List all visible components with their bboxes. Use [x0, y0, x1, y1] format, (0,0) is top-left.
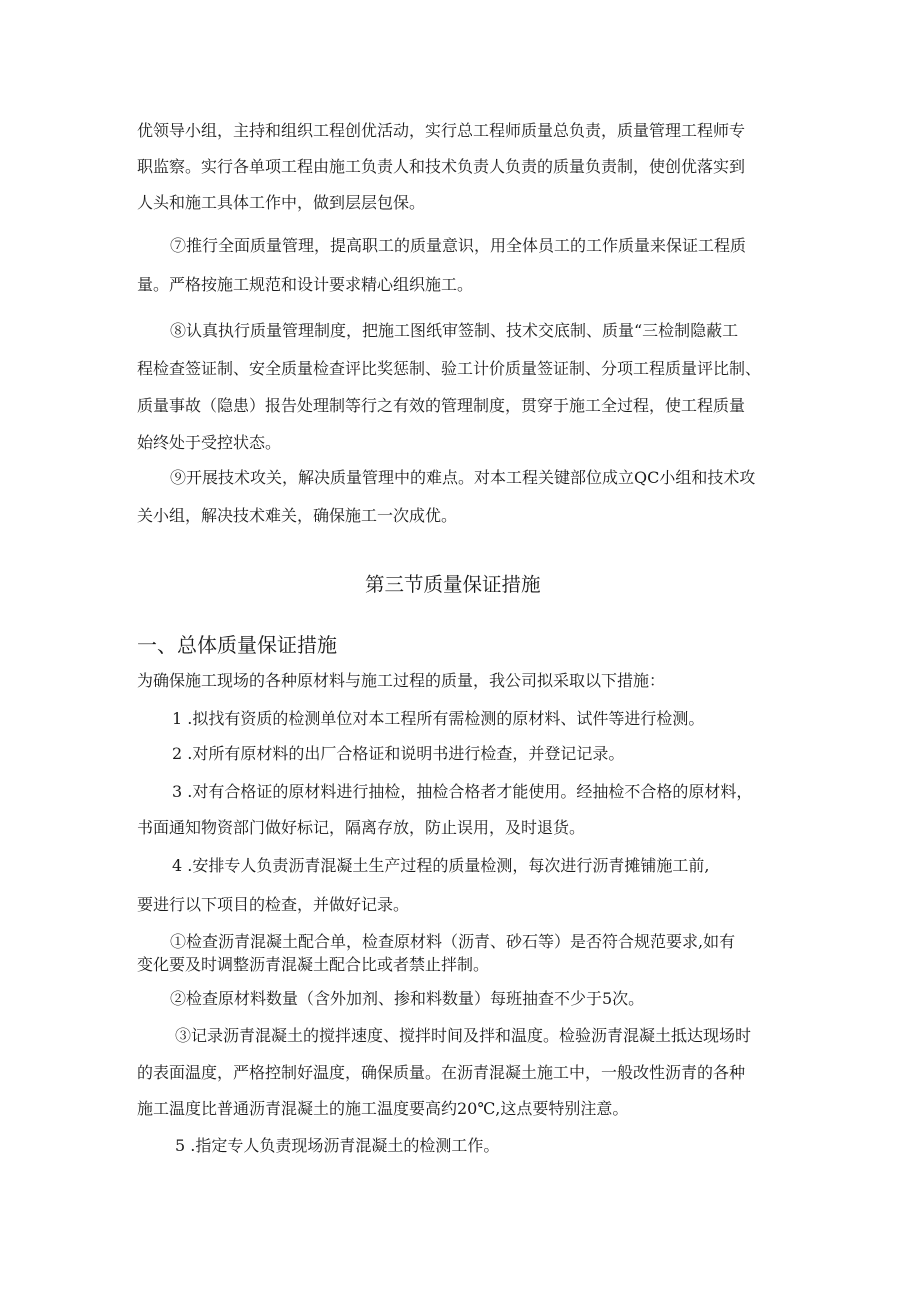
sub-item: ①检查沥青混凝土配合单，检查原材料（沥青、砂石等）是否符合规范要求,如有: [170, 932, 736, 951]
section-heading: 第三节质量保证措施: [365, 573, 541, 596]
text-line: ⑦推行全面质量管理，提高职工的质量意识，用全体员工的工作质量来保证工程质: [170, 236, 747, 255]
sub-item: ③记录沥青混凝土的搅拌速度、搅拌时间及拌和温度。检验沥青混凝土抵达现场时: [175, 1026, 752, 1045]
text-line: 书面通知物资部门做好标记，隔离存放，防止误用，及时退货。: [137, 818, 586, 837]
text-line: 变化要及时调整沥青混凝土配合比或者禁止拌制。: [137, 955, 490, 974]
text-line: ⑧认真执行质量管理制度，把施工图纸审签制、技术交底制、质量“三检制隐蔽工: [170, 321, 739, 340]
text-line: 质量事故（隐患）报告处理制等行之有效的管理制度，贯穿于施工全过程，使工程质量: [137, 396, 746, 415]
list-item: 3 .对有合格证的原材料进行抽检，抽检合格者才能使用。经抽检不合格的原材料，: [172, 782, 753, 801]
text-line: 程检查签证制、安全质量检查评比奖惩制、验工计价质量签证制、分项工程质量评比制、: [137, 359, 762, 378]
text-line: 量。严格按施工规范和设计要求精心组织施工。: [137, 275, 474, 294]
sub-item: ②检查原材料数量（含外加剂、掺和料数量）每班抽查不少于5次。: [170, 989, 645, 1008]
text-line: 始终处于受控状态。: [137, 433, 282, 452]
list-item: 1 .拟找有资质的检测单位对本工程所有需检测的原材料、试件等进行检测。: [172, 709, 705, 728]
text-line: 为确保施工现场的各种原材料与施工过程的质量，我公司拟采取以下措施：: [137, 671, 666, 690]
subsection-heading: 一、总体质量保证措施: [137, 633, 337, 657]
list-item: 5 .指定专人负责现场沥青混凝土的检测工作。: [175, 1136, 500, 1155]
text-line: 要进行以下项目的检查，并做好记录。: [137, 895, 410, 914]
text-line: ⑨开展技术攻关，解决质量管理中的难点。对本工程关键部位成立QC小组和技术攻: [170, 468, 756, 487]
text-line: 人头和施工具体工作中，做到层层包保。: [137, 193, 426, 212]
list-item: 2 .对所有原材料的出厂合格证和说明书进行检查，并登记记录。: [172, 744, 625, 763]
text-line: 关小组，解决技术难关，确保施工一次成优。: [137, 506, 458, 525]
text-line: 的表面温度，严格控制好温度，确保质量。在沥青混凝土施工中，一般改性沥青的各种: [137, 1063, 746, 1082]
text-line: 优领导小组，主持和组织工程创优活动，实行总工程师质量总负责，质量管理工程师专: [137, 121, 746, 140]
text-line: 职监察。实行各单项工程由施工负责人和技术负责人负责的质量负责制，使创优落实到: [137, 157, 746, 176]
text-line: 施工温度比普通沥青混凝土的施工温度要高约20℃,这点要特别注意。: [137, 1099, 629, 1118]
list-item: 4 .安排专人负责沥青混凝土生产过程的质量检测，每次进行沥青摊铺施工前,: [172, 856, 710, 875]
